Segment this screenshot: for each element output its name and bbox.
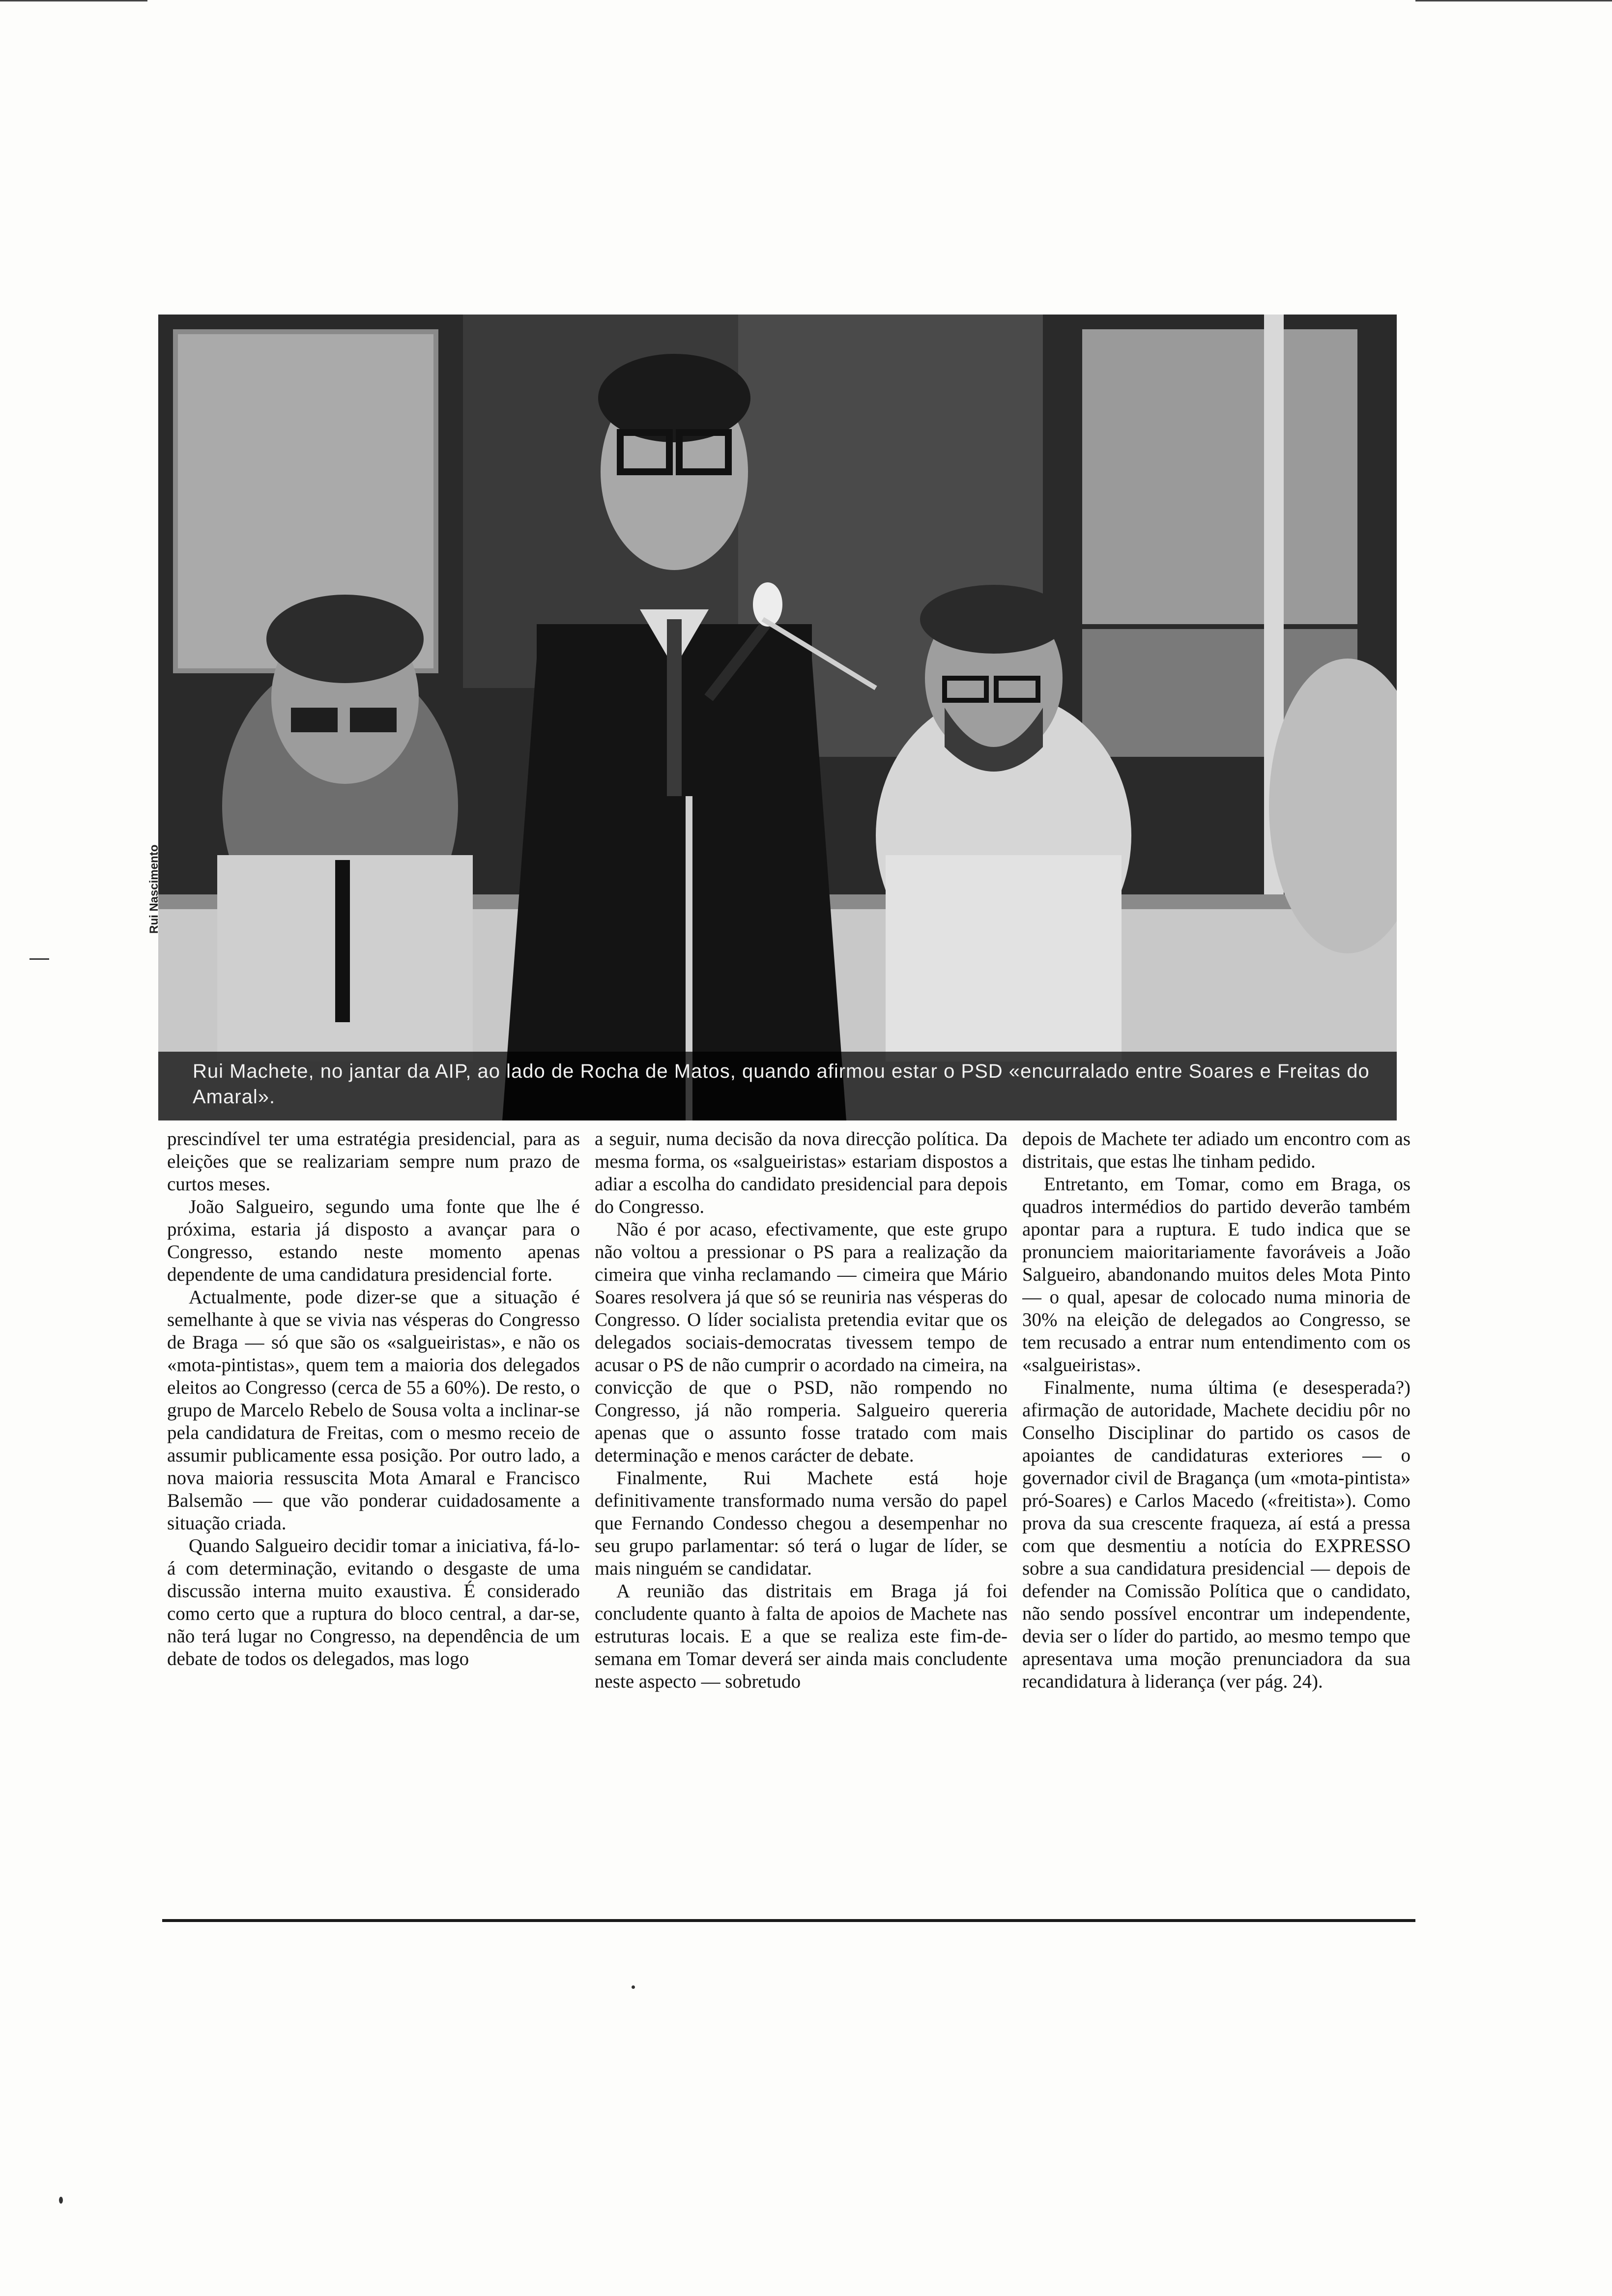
article-paragraph: João Salgueiro, segundo uma fonte que lhe é próxima, estaria já disposto a avançar para o Congresso, estando neste momento apenas dependente de uma candidatura presidencial forte.: [167, 1196, 580, 1285]
article-paragraph: Actualmente, pode dizer-se que a situação é semelhante à que se vivia nas vésperas do Congresso de Braga — só que são os «salgueiristas», e não os «mota-pintistas», quem tem a maioria dos delegados eleitos ao Congresso (cerca de 55 a 60%). De resto, o grupo de Marcelo Rebelo de Sousa volta a inclinar-se pela candidatura de Freitas, com o mesmo receio de assumir publicamente essa posição. Por outro lado, a nova maioria ressuscita Mota Amaral e Francisco Balsemão — que vão ponderar cuidadosamente a situação criada.: [167, 1287, 580, 1534]
article-column-1: [167, 1128, 580, 1909]
article-paragraph: A reunião das distritais em Braga já foi concludente quanto à falta de apoios de Machete nas estruturas locais. E a que se realiza este fim-de-semana em Tomar deverá ser ainda mais concludente neste aspecto — sobretudo: [595, 1580, 1008, 1692]
article-column-2: [595, 1128, 1008, 1909]
photo-caption: Rui Machete, no jantar da AIP, ao lado de Rocha de Matos, quando afirmou estar o PSD «encurralado entre Soares e Freitas do Amaral».: [158, 1052, 1397, 1120]
article-paragraph: Finalmente, Rui Machete está hoje definitivamente transformado numa versão do papel que Fernando Condesso chegou a desempenhar no seu grupo parlamentar: só terá o lugar de líder, se mais ninguém se candidatar.: [595, 1467, 1008, 1579]
bottom-rule: [162, 1919, 1415, 1922]
article-paragraph: a seguir, numa decisão da nova direcção política. Da mesma forma, os «salgueiristas» estariam dispostos a adiar a escolha do candidato presidencial para depois do Congresso.: [595, 1128, 1008, 1217]
scan-speck: [59, 2197, 63, 2204]
article-paragraph: prescindível ter uma estratégia presidencial, para as eleições que se realizariam sempre num prazo de curtos meses.: [167, 1128, 580, 1195]
photo-credit: Rui Nascimento: [147, 844, 161, 934]
article-paragraph: Quando Salgueiro decidir tomar a iniciativa, fá-lo-á com determinação, evitando o desgaste de uma discussão interna muito exaustiva. É considerado como certo que a ruptura do bloco central, a dar-se, não terá lugar no Congresso, na dependência de um debate de todos os delegados, mas logo: [167, 1535, 580, 1669]
news-photo: [158, 315, 1397, 1120]
article-paragraph: Não é por acaso, efectivamente, que este grupo não voltou a pressionar o PS para a realização da cimeira que vinha reclamando — cimeira que Mário Soares resolvera já que só se reuniria nas vésperas do Congresso. O líder socialista pretendia evitar que os delegados sociais-democratas tivessem tempo de acusar o PS de não cumprir o acordado na cimeira, na convicção de que o PSD, não rompendo no Congresso, já não romperia. Salgueiro quereria apenas que o assunto fosse tratado com mais determinação e menos carácter de debate.: [595, 1219, 1008, 1466]
press-conference-image: [158, 315, 1397, 1120]
article-paragraph: Entretanto, em Tomar, como em Braga, os quadros intermédios do partido deverão também apontar para a ruptura. E tudo indica que se pronunciem maioritariamente favoráveis a João Salgueiro, abandonando muitos deles Mota Pinto — o qual, apesar de colocado numa minoria de 30% na eleição de delegados ao Congresso, se tem recusado a entrar num entendimento com os «salgueiristas».: [1022, 1174, 1410, 1376]
article-paragraph: Finalmente, numa última (e desesperada?) afirmação de autoridade, Machete decidiu pôr no Conselho Disciplinar do partido os casos de apoiantes de candidaturas exteriores — o governador civil de Bragança (um «mota-pintista» pró-Soares) e Carlos Macedo («freitista»). Como prova da sua crescente fraqueza, aí está a pressa com que desmentiu a notícia do EXPRESSO sobre a sua candidatura presidencial — depois de defender na Comissão Política que o candidato, não sendo possível encontrar um independente, devia ser o líder do partido, ao mesmo tempo que apresentava uma moção prenunciadora da sua recandidatura à liderança (ver pág. 24).: [1022, 1377, 1410, 1692]
scan-edge-line-right: [1415, 0, 1612, 1]
scan-speck: [632, 1985, 635, 1989]
scan-edge-line-left: [0, 0, 147, 1]
scan-speck: [29, 958, 49, 960]
article-paragraph: depois de Machete ter adiado um encontro com as distritais, que estas lhe tinham pedido.: [1022, 1128, 1410, 1172]
article-column-3: [1022, 1128, 1410, 1909]
